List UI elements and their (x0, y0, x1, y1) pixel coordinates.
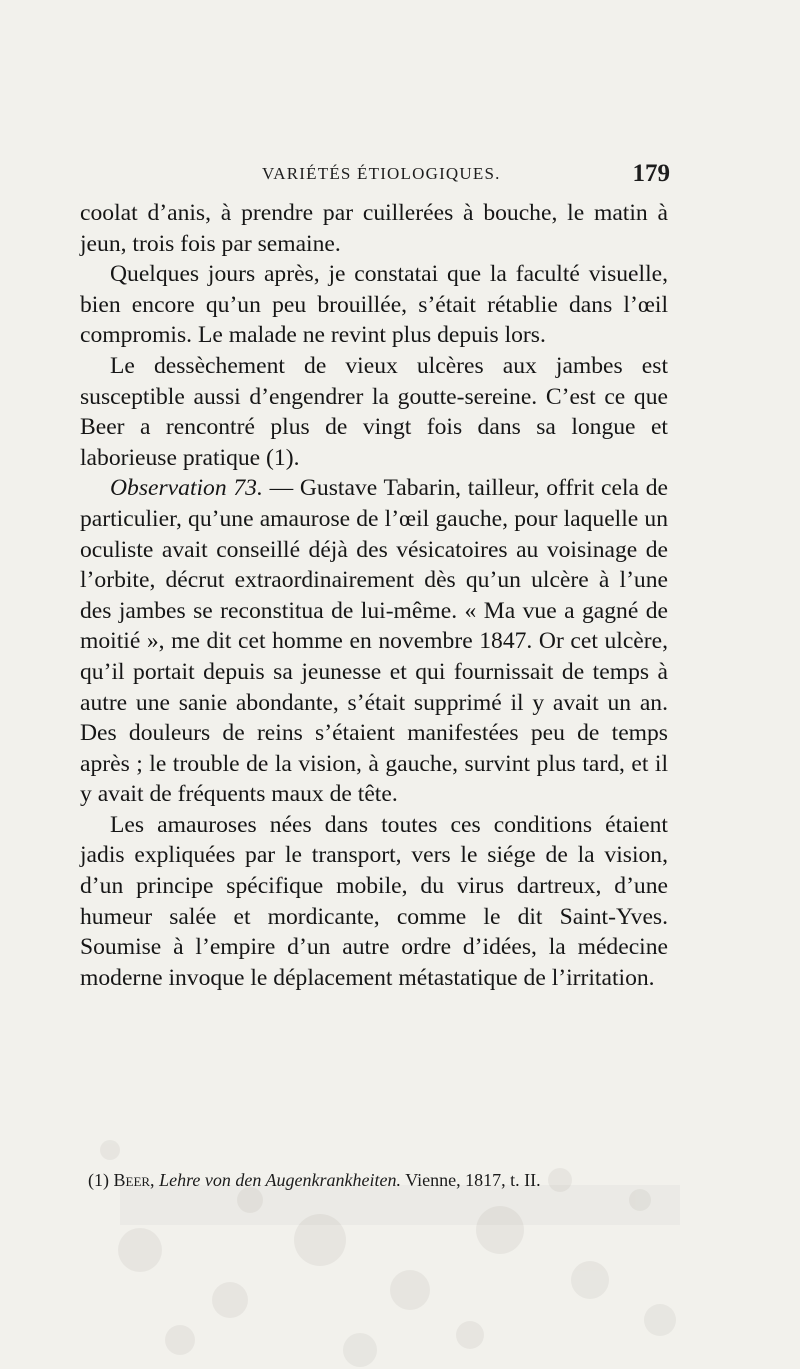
footnote-author: Beer, (113, 1170, 155, 1190)
body-text (80, 198, 668, 993)
paragraph (80, 351, 668, 473)
footnote-marker: (1) (88, 1170, 109, 1190)
paragraph (80, 198, 668, 259)
observation-paragraph (80, 473, 668, 810)
paragraph-text: — Gustave Tabarin, tailleur, offrit cela de particulier, qu’une amaurose de l’œil gauche, pour laquelle un oculiste avait conseillé déjà des vésicatoires au voisinage de l’orbite, décrut extraordinairement dès qu’un ulcère à l’une des jambes se reconstitua de lui-même. « Ma vue a gagné de moitié », me dit cet homme en novembre 1847. Or cet ulcère, qu’il portait depuis sa jeunesse et qui fournissait de temps à autre une sanie abondante, s’était supprimé il y avait un an. Des douleurs de reins s’étaient manifestées peu de temps après ; le trouble de la vision, à gauche, survint plus tard, et il y avait de fréquents maux de tête. (80, 475, 668, 808)
paragraph (80, 810, 668, 994)
paragraph-text: Le dessèchement de vieux ulcères aux jambes est susceptible aussi d’engendrer la goutte-sereine. C’est ce que Beer a rencontré plus de vingt fois dans sa longue et laborieuse pratique (1). (80, 352, 668, 471)
paragraph-text: Les amauroses nées dans toutes ces conditions étaient jadis expliquées par le transport, vers le siége de la vision, d’un principe spécifique mobile, du virus dartreux, d’une humeur salée et mordicante, comme le dit Saint-Yves. Soumise à l’empire d’un autre ordre d’idées, la médecine moderne invoque le déplacement métastatique de l’irritation. (80, 811, 668, 991)
page-number: 179 (632, 160, 670, 187)
paragraph-text: Quelques jours après, je constatai que la faculté visuelle, bien encore qu’un peu brouillée, s’était rétablie dans l’œil compromis. Le malade ne revint plus depuis lors. (80, 261, 668, 349)
observation-label: Observation 73. (110, 475, 263, 502)
footnote (88, 1168, 668, 1192)
paragraph-text: coolat d’anis, à prendre par cuillerées à bouche, le matin à jeun, trois fois par semaine. (80, 200, 668, 257)
footnote-details: Vienne, 1817, t. II. (405, 1170, 541, 1190)
running-header (262, 160, 670, 194)
running-title: VARIÉTÉS ÉTIOLOGIQUES. (262, 164, 501, 183)
footnote-title: Lehre von den Augenkrankheiten. (159, 1170, 401, 1190)
paragraph (80, 259, 668, 351)
